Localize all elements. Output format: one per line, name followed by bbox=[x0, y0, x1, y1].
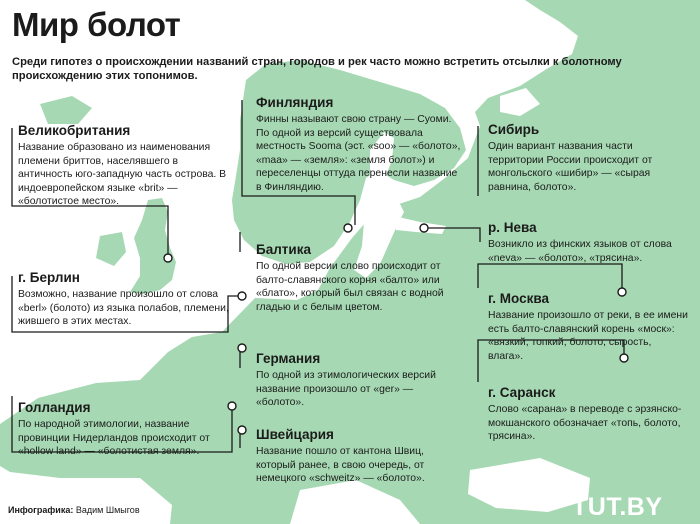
saransk-text: Слово «сарана» в переводе с эрзянско-мокшанского обозначает «топь, болото, трясина». bbox=[488, 404, 682, 442]
info-finland bbox=[256, 95, 462, 194]
marker-germany bbox=[238, 344, 246, 352]
page-title: Мир болот bbox=[12, 6, 181, 43]
switzerland-text: Название пошло от кантона Швиц, который ранее, в свою очередь, от немецкого «schweitz» — «болото». bbox=[256, 446, 425, 484]
page-subtitle: Среди гипотез о происхождении названий стран, городов и рек часто можно встретить отсылки к болотному происхождению этих топонимов. bbox=[12, 56, 622, 82]
iceland bbox=[40, 96, 92, 124]
credit-label: Инфографика: bbox=[8, 505, 74, 515]
info-berlin bbox=[18, 270, 232, 329]
info-holland bbox=[18, 400, 230, 459]
baltic-title: Балтика bbox=[256, 242, 311, 257]
moscow-text: Название произошло от реки, в ее имени есть балто-славянский корень «моск»: «вязкий, топкий, болото, сырость, влага». bbox=[488, 310, 688, 362]
germany-title: Германия bbox=[256, 351, 321, 366]
britain-text: Название образовано из наименования племени бриттов, населявшего в античность юго-западную часть острова. В индоевропейском языке «brit» — «болотистое место». bbox=[18, 142, 227, 207]
moscow-title: г. Москва bbox=[488, 291, 549, 306]
credit-author: Вадим Шмыгов bbox=[75, 505, 140, 515]
info-britain bbox=[18, 123, 228, 209]
holland-title: Голландия bbox=[18, 400, 91, 415]
ireland bbox=[96, 232, 126, 266]
berlin-title: г. Берлин bbox=[18, 270, 80, 285]
berlin-text: Возможно, название произошло от слова «berl» (болото) из языка полабов, племени, жившего в этих местах. bbox=[18, 289, 229, 327]
info-switzerland bbox=[256, 427, 452, 486]
info-siberia bbox=[488, 122, 688, 194]
marker-finland bbox=[344, 224, 352, 232]
neva-title: р. Нева bbox=[488, 220, 537, 235]
saransk-title: г. Саранск bbox=[488, 385, 556, 400]
marker-neva bbox=[420, 224, 428, 232]
neva-text: Возникло из финских языков от слова «neva» — «болото», «трясина». bbox=[488, 239, 672, 264]
marker-switzerland bbox=[238, 426, 246, 434]
finland-title: Финляндия bbox=[256, 95, 334, 110]
baltic-text: По одной версии слово происходит от балто-славянского корня «балто» или «блато», который был связан с водной гладью и с белым цветом. bbox=[256, 261, 444, 313]
siberia-text: Один вариант названия части территории России происходит от монгольского «шибир» — «сырая равнина, болото». bbox=[488, 141, 653, 193]
germany-text: По одной из этимологических версий название произошло от «ger» — «болото». bbox=[256, 370, 436, 408]
marker-britain bbox=[164, 254, 172, 262]
holland-text: По народной этимологии, название провинции Нидерландов происходит от «hollow land» — «болотистая земля». bbox=[18, 419, 210, 457]
credit bbox=[8, 505, 140, 515]
siberia-title: Сибирь bbox=[488, 122, 540, 137]
info-baltic bbox=[256, 242, 468, 314]
finland-text: Финны называют свою страну — Суоми. По одной из версий существовала местность Sooma (эст. «soo» — «болото», «maa» — «земля»: «земля болот») и переселенцы оттуда перенесли название в Финляндию. bbox=[256, 114, 461, 193]
info-neva bbox=[488, 220, 696, 265]
info-saransk bbox=[488, 385, 692, 444]
tutby-logo: TUT.BY bbox=[572, 493, 663, 521]
switzerland-title: Швейцария bbox=[256, 427, 334, 442]
info-germany bbox=[256, 351, 460, 410]
marker-berlin bbox=[238, 292, 246, 300]
britain-title: Великобритания bbox=[18, 123, 131, 138]
info-moscow bbox=[488, 291, 688, 363]
